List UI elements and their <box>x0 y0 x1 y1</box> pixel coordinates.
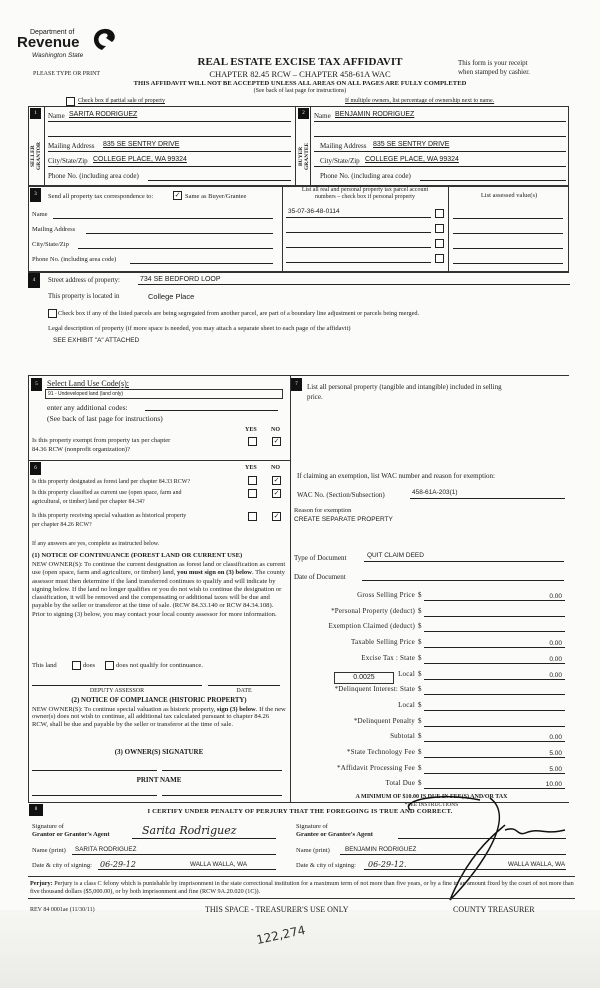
historic-no-checkbox[interactable]: ✓ <box>273 512 280 520</box>
owner-signature-line-2[interactable] <box>162 770 282 771</box>
buyer-name[interactable]: BENJAMIN RODRIGUEZ <box>335 111 415 118</box>
notice-continuance-title: (1) NOTICE OF CONTINUANCE (FOREST LAND OR CURRENT USE) <box>32 552 243 559</box>
assessed-value-field[interactable] <box>453 248 563 249</box>
price-row <box>300 701 565 713</box>
exemption-label: If claiming an exemption, list WAC number and reason for exemption: <box>297 472 495 480</box>
certify-statement: I CERTIFY UNDER PENALTY OF PERJURY THAT THE FOREGOING IS TRUE AND CORRECT. <box>147 808 453 815</box>
seller-city[interactable]: COLLEGE PLACE, WA 99324 <box>93 156 187 163</box>
local-rate-box[interactable]: 0.0025 <box>334 672 394 684</box>
price-label: *Delinquent Penalty <box>353 716 415 725</box>
reason-label: Reason for exemption <box>294 507 352 514</box>
wac-value[interactable]: 458-61A-203(1) <box>412 489 458 496</box>
currency-symbol: $ <box>418 685 422 694</box>
segregated-checkbox[interactable] <box>48 309 57 318</box>
legal-description-label: Legal description of property (if more space is needed, you may attach a separate sheet to each page of the affidavit) <box>48 325 351 332</box>
seller-grantor-label: SELLER GRANTOR <box>30 142 42 171</box>
sec5-no-header: NO <box>271 427 280 433</box>
price-value[interactable]: 5.00 <box>549 750 562 757</box>
logo-line2: Revenue <box>17 34 80 51</box>
same-as-buyer-label: Same as Buyer/Grantee <box>185 193 247 200</box>
form-title: REAL ESTATE EXCISE TAX AFFIDAVIT <box>197 56 403 68</box>
exempt-yes-checkbox[interactable] <box>248 437 257 446</box>
logo-line3: Washington State <box>32 52 84 59</box>
price-row <box>300 591 565 603</box>
personal-property-checkbox[interactable] <box>435 224 444 233</box>
grantor-sig-label-1: Signature of <box>32 823 64 830</box>
doc-date-label: Date of Document <box>294 573 346 581</box>
grantor-date[interactable]: 06-29-12 <box>100 860 136 869</box>
section-8-number: 8 <box>29 804 43 816</box>
perjury-notice: Perjury: Perjury is a class C felony which is punishable by imprisonment in the state correctional institution for a maximum term of not more than five years, or by a fine in an amount fixed by the court of not more than five thousand dollars ($5,000.00), or by both imprisonment and fine (RCW 9A.20.020 (1C)). <box>30 880 574 895</box>
assessed-value-field[interactable] <box>453 218 563 219</box>
price-row <box>300 685 565 697</box>
county-treasurer-label: COUNTY TREASURER <box>453 905 535 914</box>
price-row <box>300 717 565 729</box>
currency-symbol: $ <box>418 591 422 599</box>
exempt-no-checkbox[interactable]: ✓ <box>273 437 280 445</box>
section-6-number: 6 <box>30 462 41 475</box>
segregated-label: Check box if any of the listed parcels are being segregated from another parcel, are part of a boundary line adjustment or parcels being merged. <box>58 310 420 317</box>
personal-property-checkbox[interactable] <box>435 209 444 218</box>
currency-symbol: $ <box>418 606 422 615</box>
forest-land-question: Is this property designated as forest land per chapter 84.33 RCW? <box>32 479 191 485</box>
sec6-no-header: NO <box>271 465 280 471</box>
reason-value[interactable]: CREATE SEPARATE PROPERTY <box>294 516 393 523</box>
receipt-note-1: This form is your receipt <box>458 59 528 67</box>
price-row <box>300 748 565 760</box>
price-value[interactable]: 0.00 <box>549 593 562 600</box>
price-label: Local <box>398 700 415 709</box>
grantor-signature[interactable]: Sarita Rodriguez <box>142 824 237 837</box>
price-value[interactable]: 0.00 <box>549 655 562 663</box>
buyer-city-label: City/State/Zip <box>320 157 360 165</box>
send-correspondence-label: Send all property tax correspondence to: <box>48 193 154 200</box>
grantor-sig-label-2: Grantor or Grantor's Agent <box>32 831 110 838</box>
currency-symbol: $ <box>418 763 422 772</box>
price-row <box>300 607 565 619</box>
exempt-question-1: Is this property exempt from property tax per chapter <box>32 437 171 444</box>
currency-symbol: $ <box>418 638 422 647</box>
price-label: Gross Selling Price <box>357 591 415 599</box>
grantee-sig-label-2: Grantee or Grantee's Agent <box>296 831 373 838</box>
price-row <box>300 670 565 682</box>
assessed-value-header: List assessed value(s) <box>480 192 538 199</box>
notice-compliance-text: NEW OWNER(S): To continue special valuation as historic property, sign (3) below. If the new owner(s) does not wish to continue, all additional tax calculated pursuant to chapter 84.26 RCW, shall be due and payable by the seller or transferor at the time of sale. <box>32 706 286 728</box>
price-value[interactable]: 0.00 <box>549 734 562 742</box>
exempt-question-2: 84.36 RCW (nonprofit organization)? <box>32 446 130 453</box>
seller-phone-label: Phone No. (including area code) <box>48 172 139 180</box>
price-label: Subtotal <box>390 732 415 741</box>
currency-symbol: $ <box>418 669 422 678</box>
doc-type-value[interactable]: QUIT CLAIM DEED <box>367 552 424 559</box>
land-use-code-select[interactable]: 91 - Undeveloped land (land only) <box>45 389 283 399</box>
corr-phone-label: Phone No. (including area code) <box>32 256 117 263</box>
grantee-sig-label-1: Signature of <box>296 823 328 830</box>
grantee-name-print[interactable]: BENJAMIN RODRIGUEZ <box>345 846 417 853</box>
print-name-line-1[interactable] <box>32 795 157 796</box>
partial-sale-label: Check box if partial sale of property <box>78 98 165 104</box>
additional-codes-label: enter any additional codes: <box>47 403 128 412</box>
doc-date-field[interactable] <box>362 580 564 581</box>
currency-symbol: $ <box>418 748 422 756</box>
grantor-city[interactable]: WALLA WALLA, WA <box>190 861 248 868</box>
logo-swirl-icon <box>88 26 120 52</box>
price-value[interactable]: 10.00 <box>545 781 562 789</box>
price-label: *Delinquent Interest: State <box>334 685 415 694</box>
assessed-value-field[interactable] <box>453 233 563 234</box>
partial-sale-checkbox[interactable] <box>66 97 75 106</box>
street-address-label: Street address of property: <box>48 277 120 284</box>
minimum-due-note: A MINIMUM OF $10.00 IS DUE IN FEE(S) AND/OR TAX <box>355 794 508 800</box>
buyer-phone-label: Phone No. (including area code) <box>320 172 411 180</box>
price-value[interactable]: 0.00 <box>549 671 562 679</box>
section-7-number: 7 <box>291 378 302 391</box>
deputy-assessor-label: DEPUTY ASSESSOR <box>89 688 145 694</box>
section-5-number: 5 <box>31 378 42 391</box>
historic-question-1: Is this property receiving special valuation as historical property <box>32 513 187 519</box>
print-name-line-2[interactable] <box>162 795 282 796</box>
parcel-line <box>286 232 431 233</box>
current-use-yes-checkbox[interactable] <box>248 489 257 498</box>
currency-symbol: $ <box>418 700 422 709</box>
treasurer-use-label: THIS SPACE - TREASURER'S USE ONLY <box>205 905 349 914</box>
located-in-label: This property is located in <box>48 293 120 300</box>
notice-continuance-text: NEW OWNER(S): To continue the current designation as forest land or classification as current use (open space, farm and agriculture, or timber) land, you must sign on (3) below. The county assessor must then determine if the land transferred continues to qualify and will indicate by signing below. If the land no longer qualifies or you do not wish to continue the designation or classification, it will be removed and the compensating or additional taxes will be due and payable by the seller or transferor at the time of sale. (RCW 84.33.140 or RCW 84.34.108). Prior to signing (3) below, you may contact your local county assessor for more information. <box>32 561 286 618</box>
grantor-name-print[interactable]: SARITA RODRIGUEZ <box>75 846 137 853</box>
parcel-line <box>286 247 431 248</box>
buyer-name-line2[interactable] <box>314 136 566 137</box>
does-not-label: does not qualify for continuance. <box>116 662 203 669</box>
currency-symbol: $ <box>418 779 422 788</box>
price-value[interactable]: 0.00 <box>549 640 562 648</box>
personal-property-checkbox[interactable] <box>435 239 444 248</box>
historic-question-2: per chapter 84.26 RCW? <box>32 522 92 528</box>
section-4-number: 4 <box>28 273 40 288</box>
grantee-date[interactable]: 06-29-12. <box>368 860 407 869</box>
price-row <box>300 654 565 666</box>
see-back-note: (See back of last page for instructions) <box>253 88 347 94</box>
personal-property-label-2: price. <box>307 393 323 401</box>
price-label: Local <box>398 669 415 678</box>
does-not-qualify-checkbox[interactable] <box>105 661 114 670</box>
this-land-label: This land <box>32 662 57 669</box>
print-name-label: PRINT NAME <box>136 776 182 784</box>
currency-symbol: $ <box>418 732 422 741</box>
located-in-value[interactable]: College Place <box>148 292 195 301</box>
forest-yes-checkbox[interactable] <box>248 476 257 485</box>
current-use-question-1: Is this property classified as current use (open space, farm and <box>32 490 182 496</box>
currency-symbol: $ <box>418 716 422 725</box>
buyer-phone-field[interactable] <box>420 180 566 181</box>
corr-city-label: City/State/Zip <box>32 241 69 248</box>
seller-city-label: City/State/Zip <box>48 157 88 165</box>
warning-text: THIS AFFIDAVIT WILL NOT BE ACCEPTED UNLESS ALL AREAS ON ALL PAGES ARE FULLY COMPLETED <box>133 80 467 87</box>
multiple-owners-note: If multiple owners, list percentage of ownership next to name. <box>345 98 495 104</box>
sec5-yes-header: YES <box>245 427 257 433</box>
handwritten-number: 122,274 <box>255 922 307 948</box>
buyer-name-label: Name <box>314 112 331 120</box>
historic-yes-checkbox[interactable] <box>248 512 257 521</box>
seller-name-label: Name <box>48 112 65 120</box>
scan-shadow <box>0 910 600 988</box>
buyer-city[interactable]: COLLEGE PLACE, WA 99324 <box>365 156 459 163</box>
grantor-date-label: Date & city of signing: <box>32 862 92 869</box>
corr-name-field[interactable] <box>53 218 273 219</box>
seller-mailing[interactable]: 835 SE SENTRY DRIVE <box>103 141 180 148</box>
parcel-header-1: List all real and personal property tax parcel account <box>301 187 429 193</box>
personal-property-label-1: List all personal property (tangible and intangible) included in selling <box>307 383 502 391</box>
price-label: Total Due <box>385 779 415 788</box>
form-subtitle: CHAPTER 82.45 RCW – CHAPTER 458-61A WAC <box>209 69 391 79</box>
price-label: Exemption Claimed (deduct) <box>328 622 415 631</box>
section-2-number: 2 <box>298 108 309 119</box>
legal-description-value[interactable]: SEE EXHIBIT "A" ATTACHED <box>53 337 140 344</box>
form-id: REV 84 0001ae (11/30/11) <box>30 907 95 913</box>
parcel-header-2: numbers – check box if personal property <box>315 194 415 200</box>
grantor-name-label: Name (print) <box>32 847 66 854</box>
buyer-mailing-label: Mailing Address <box>320 142 367 150</box>
price-value[interactable]: 5.00 <box>549 765 562 773</box>
price-label: *Personal Property (deduct) <box>331 606 415 615</box>
assessed-value-field[interactable] <box>453 263 563 264</box>
parties-divider <box>295 106 296 186</box>
doc-type-label: Type of Document <box>294 554 347 562</box>
additional-codes-field[interactable] <box>145 410 278 411</box>
corr-mailing-field[interactable] <box>86 233 273 234</box>
currency-symbol: $ <box>418 653 422 662</box>
corr-city-field[interactable] <box>78 248 273 249</box>
if-yes-instruction: If any answers are yes, complete as instructed below. <box>32 541 160 547</box>
seller-name-line2[interactable] <box>48 136 291 137</box>
section-3-number: 3 <box>30 188 41 202</box>
corr-name-label: Name <box>32 211 48 218</box>
buyer-mailing[interactable]: 835 SE SENTRY DRIVE <box>373 141 450 148</box>
price-label: Taxable Selling Price <box>351 638 415 647</box>
sec6-yes-header: YES <box>245 465 257 471</box>
assessor-date-line[interactable] <box>208 685 280 686</box>
corr-mailing-label: Mailing Address <box>32 226 76 233</box>
owner-signature-title: (3) OWNER(S) SIGNATURE <box>114 748 204 756</box>
owner-signature-line-1[interactable] <box>32 770 157 771</box>
land-use-see-back: (See back of last page for instructions) <box>47 414 163 423</box>
seller-mailing-label: Mailing Address <box>48 142 95 150</box>
price-label: *Affidavit Processing Fee <box>337 763 415 772</box>
currency-symbol: $ <box>418 622 422 631</box>
section-1-number: 1 <box>30 108 41 119</box>
parcel-line <box>286 217 431 218</box>
price-row <box>300 732 565 744</box>
see-instructions-note: *SEE INSTRUCTIONS <box>404 802 459 808</box>
seller-name[interactable]: SARITA RODRIGUEZ <box>69 111 138 118</box>
does-label: does <box>83 662 96 669</box>
wac-label: WAC No. (Section/Subsection) <box>297 491 385 499</box>
price-row <box>300 764 565 776</box>
price-label: Excise Tax : State <box>361 653 415 662</box>
price-row <box>300 638 565 650</box>
parcel-line <box>286 262 431 263</box>
logo-line1: Department of <box>30 29 75 36</box>
notice-compliance-title: (2) NOTICE OF COMPLIANCE (HISTORIC PROPERTY) <box>71 697 247 704</box>
corr-phone-field[interactable] <box>130 263 273 264</box>
assessor-date-label: DATE <box>236 688 252 694</box>
price-label: *State Technology Fee <box>346 748 415 756</box>
grantee-date-label: Date & city of signing: <box>296 862 356 869</box>
price-row <box>300 622 565 634</box>
grantee-city[interactable]: WALLA WALLA, WA <box>508 861 566 868</box>
type-or-print: PLEASE TYPE OR PRINT <box>33 71 101 77</box>
seller-phone-field[interactable] <box>148 180 291 181</box>
does-qualify-checkbox[interactable] <box>72 661 81 670</box>
personal-property-checkbox[interactable] <box>435 254 444 263</box>
grantee-name-label: Name (print) <box>296 847 330 854</box>
buyer-grantee-label: BUYER GRANTEE <box>298 142 310 170</box>
current-use-no-checkbox[interactable]: ✓ <box>273 489 280 497</box>
parcel-number[interactable]: 35-07-36-48-0114 <box>288 208 340 215</box>
deputy-assessor-signature-line[interactable] <box>32 685 202 686</box>
forest-no-checkbox[interactable]: ✓ <box>273 476 280 484</box>
street-address-value[interactable]: 734 SE BEDFORD LOOP <box>140 276 221 283</box>
land-use-title: Select Land Use Code(s): <box>47 379 129 388</box>
same-as-buyer-checkbox[interactable]: ✓ <box>174 191 181 199</box>
receipt-note-2: when stamped by cashier. <box>458 68 530 76</box>
current-use-question-2: agricultural, or timber) land per chapter 84.34? <box>32 499 145 505</box>
